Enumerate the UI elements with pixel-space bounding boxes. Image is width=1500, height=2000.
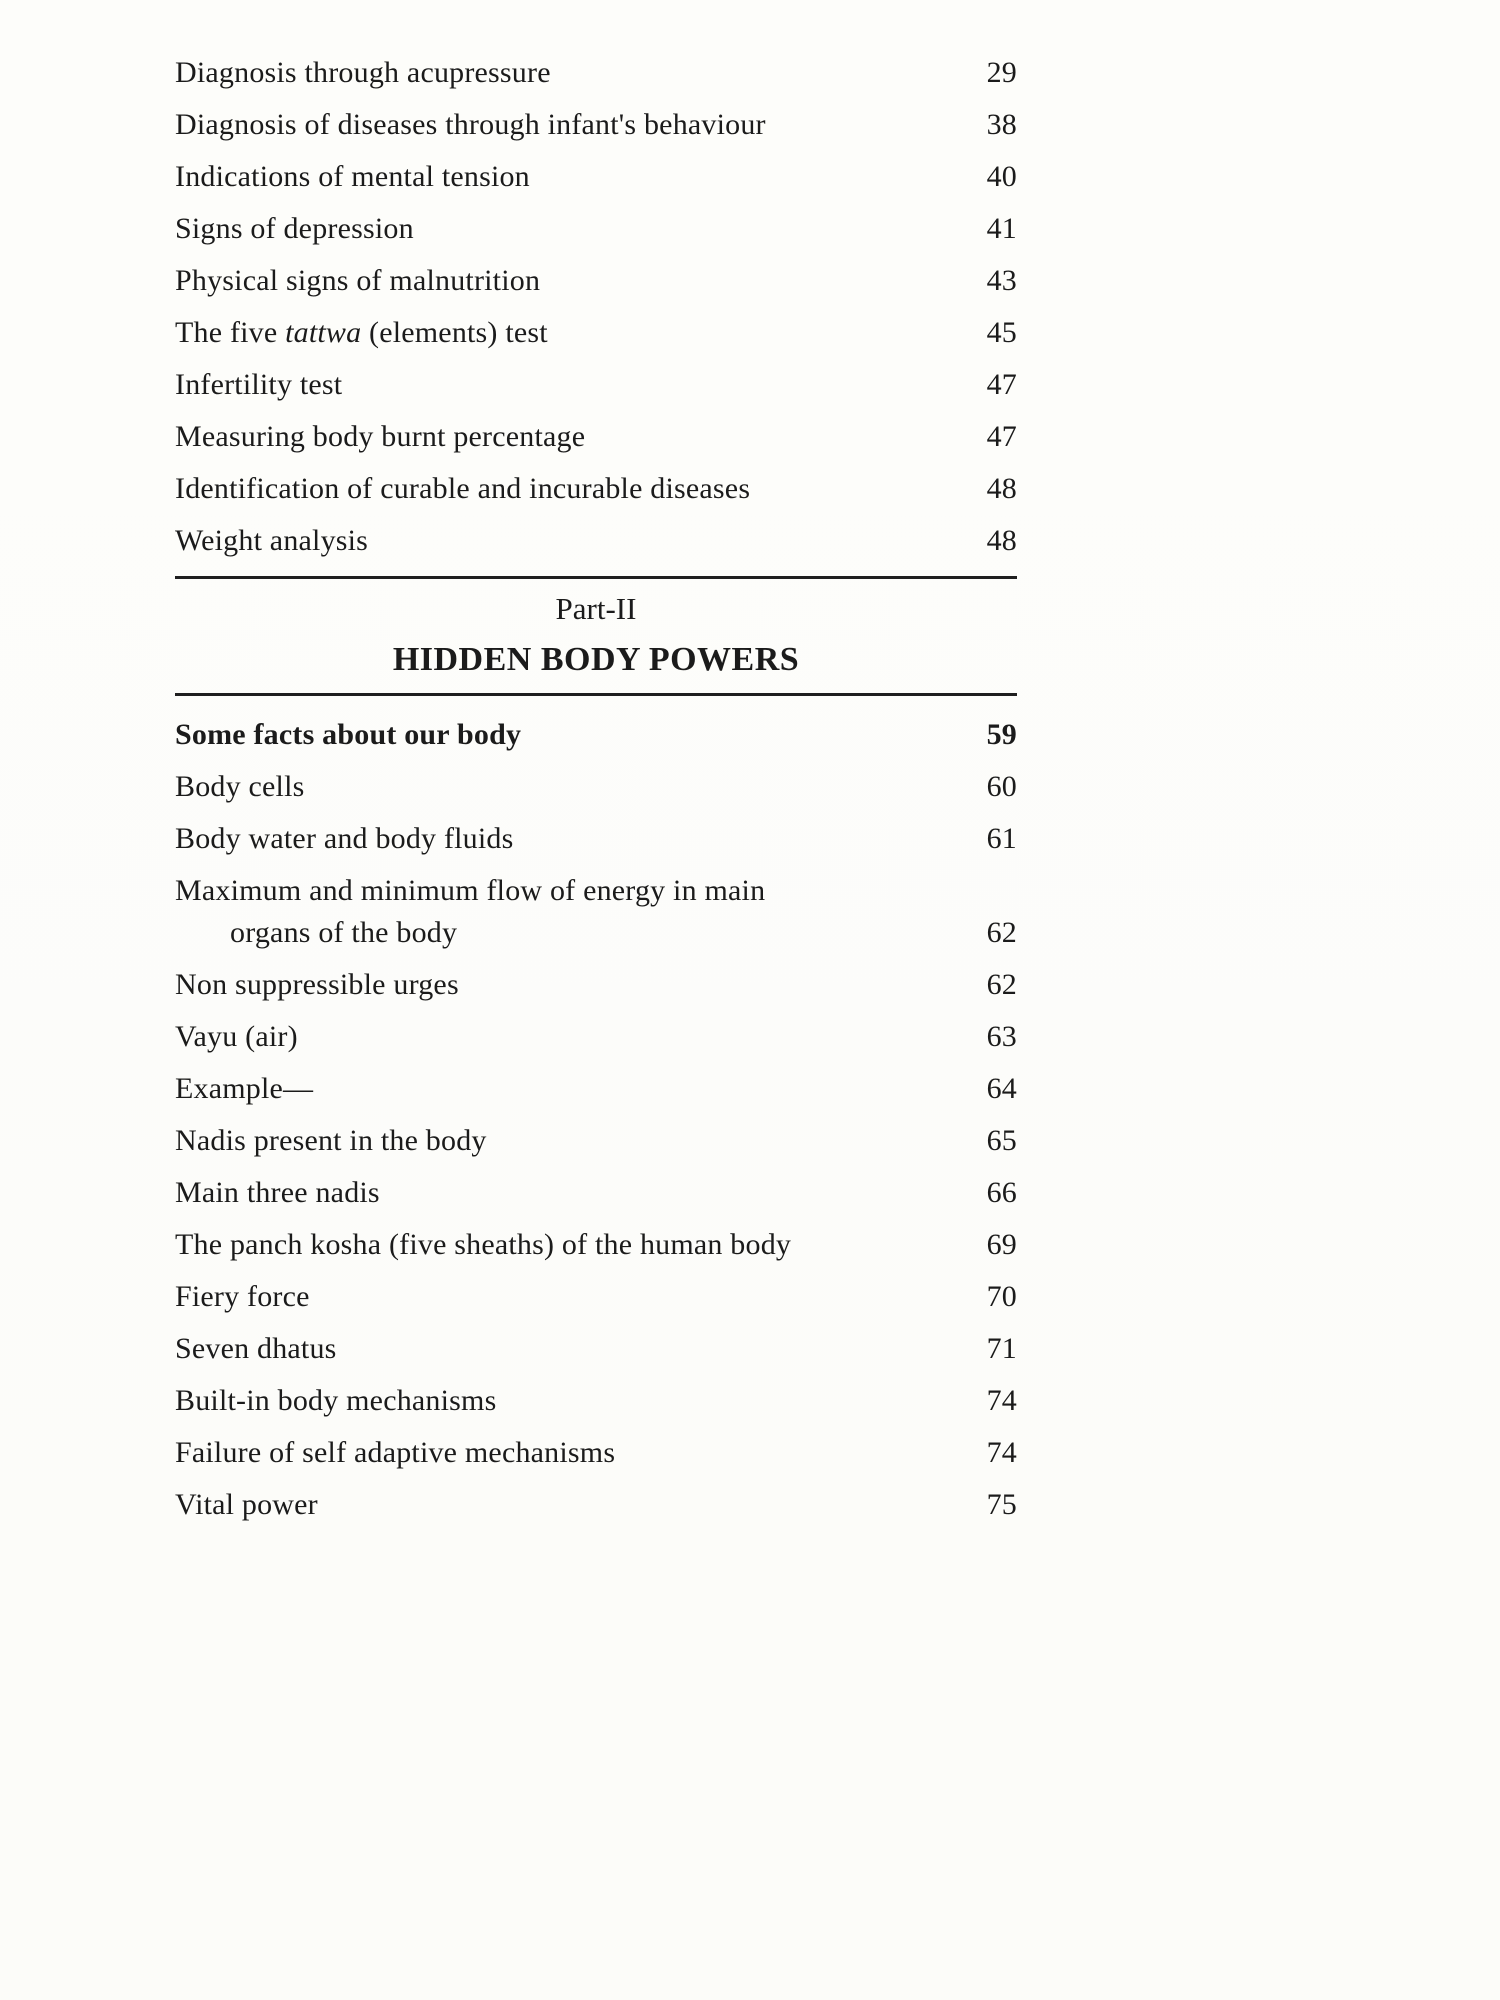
part-title: HIDDEN BODY POWERS bbox=[392, 641, 800, 678]
toc-page-number: 71 bbox=[986, 1332, 1017, 1365]
toc-entry-title: Non suppressible urges bbox=[175, 968, 459, 1001]
toc-row bbox=[175, 56, 1017, 89]
toc-row bbox=[175, 264, 1017, 297]
toc-section-2 bbox=[175, 718, 1017, 1521]
toc-entry-title-line2: organs of the body bbox=[230, 916, 458, 949]
toc-entry-title: Seven dhatus bbox=[175, 1332, 337, 1365]
toc-row bbox=[175, 968, 1017, 1001]
toc-page-number: 48 bbox=[986, 524, 1017, 557]
toc-row bbox=[175, 718, 1017, 751]
toc-page-number: 47 bbox=[986, 420, 1017, 453]
toc-page-number: 74 bbox=[986, 1384, 1017, 1417]
toc-row bbox=[175, 472, 1017, 505]
toc-row bbox=[175, 420, 1017, 453]
horizontal-rule bbox=[175, 576, 1017, 579]
toc-entry-title: Built-in body mechanisms bbox=[175, 1384, 497, 1417]
toc-entry-title: Vayu (air) bbox=[175, 1020, 298, 1053]
toc-row bbox=[175, 1020, 1017, 1053]
toc-row bbox=[175, 316, 1017, 349]
toc-page-number: 40 bbox=[986, 160, 1017, 193]
toc-entry-title-pre: The five bbox=[175, 316, 286, 349]
toc-entry-title: Physical signs of malnutrition bbox=[175, 264, 541, 297]
toc-page-number: 69 bbox=[986, 1228, 1017, 1261]
toc-page-number: 63 bbox=[986, 1020, 1017, 1053]
toc-row bbox=[175, 1436, 1017, 1469]
toc-entry-title: Failure of self adaptive mechanisms bbox=[175, 1436, 616, 1469]
toc-row bbox=[175, 368, 1017, 401]
toc-page-number: 45 bbox=[986, 316, 1017, 349]
toc-entry-title: Diagnosis through acupressure bbox=[175, 56, 551, 89]
toc-row bbox=[175, 874, 1017, 949]
toc-page-number: 41 bbox=[986, 212, 1017, 245]
toc-page-number: 48 bbox=[986, 472, 1017, 505]
toc-entry-title bbox=[175, 316, 568, 349]
toc-entry-title-italic: tattwa bbox=[285, 316, 362, 349]
toc-row bbox=[175, 770, 1017, 803]
toc-page-number: 60 bbox=[986, 770, 1017, 803]
toc-entry-title-line1: Maximum and minimum flow of energy in main bbox=[175, 874, 766, 907]
part2-header bbox=[175, 576, 1017, 696]
toc-entry-title: Some facts about our body bbox=[175, 718, 522, 751]
toc-page-number: 70 bbox=[986, 1280, 1017, 1313]
toc-page-number: 43 bbox=[986, 264, 1017, 297]
toc-row bbox=[175, 160, 1017, 193]
toc-row bbox=[175, 1124, 1017, 1157]
toc-page-number: 47 bbox=[986, 368, 1017, 401]
toc-page-number: 62 bbox=[986, 916, 1017, 949]
toc-page-number: 64 bbox=[986, 1072, 1017, 1105]
horizontal-rule bbox=[175, 693, 1017, 696]
toc-row bbox=[175, 1228, 1017, 1261]
toc-page-number: 61 bbox=[986, 822, 1017, 855]
toc-row bbox=[175, 1332, 1017, 1365]
toc-row bbox=[175, 1488, 1017, 1521]
toc-row bbox=[175, 822, 1017, 855]
toc-page-number: 65 bbox=[986, 1124, 1017, 1157]
toc-entry-title: Weight analysis bbox=[175, 524, 369, 557]
toc-page-number: 75 bbox=[986, 1488, 1017, 1521]
toc-page-number: 59 bbox=[986, 718, 1017, 751]
toc-entry-title: Nadis present in the body bbox=[175, 1124, 487, 1157]
toc-row bbox=[175, 108, 1017, 141]
toc-entry-title-post: (elements) test bbox=[361, 316, 548, 349]
toc-entry-title: Vital power bbox=[175, 1488, 318, 1521]
toc-page-number: 29 bbox=[986, 56, 1017, 89]
toc-entry-title: Infertility test bbox=[175, 368, 343, 401]
part-label: Part-II bbox=[555, 591, 637, 626]
toc-entry-title: Fiery force bbox=[175, 1280, 310, 1313]
toc-row bbox=[175, 1176, 1017, 1209]
toc-content-column bbox=[175, 56, 1017, 1540]
toc-entry-title: Body water and body fluids bbox=[175, 822, 514, 855]
toc-entry-title: Indications of mental tension bbox=[175, 160, 530, 193]
toc-row bbox=[175, 1384, 1017, 1417]
toc-row bbox=[175, 524, 1017, 557]
toc-entry-title: Example— bbox=[175, 1072, 314, 1105]
toc-section-1 bbox=[175, 56, 1017, 557]
toc-page-number: 66 bbox=[986, 1176, 1017, 1209]
toc-page-number: 38 bbox=[986, 108, 1017, 141]
toc-entry-title: Diagnosis of diseases through infant's behaviour bbox=[175, 108, 766, 141]
toc-entry-title: Body cells bbox=[175, 770, 305, 803]
toc-entry-title: Measuring body burnt percentage bbox=[175, 420, 586, 453]
toc-page-number: 74 bbox=[986, 1436, 1017, 1469]
toc-entry-title: Main three nadis bbox=[175, 1176, 380, 1209]
toc-row bbox=[175, 1072, 1017, 1105]
toc-page-number: 62 bbox=[986, 968, 1017, 1001]
toc-entry-title bbox=[175, 874, 785, 949]
toc-entry-title: The panch kosha (five sheaths) of the human body bbox=[175, 1228, 792, 1261]
toc-entry-title: Identification of curable and incurable diseases bbox=[175, 472, 751, 505]
toc-entry-title: Signs of depression bbox=[175, 212, 414, 245]
toc-row bbox=[175, 212, 1017, 245]
toc-row bbox=[175, 1280, 1017, 1313]
